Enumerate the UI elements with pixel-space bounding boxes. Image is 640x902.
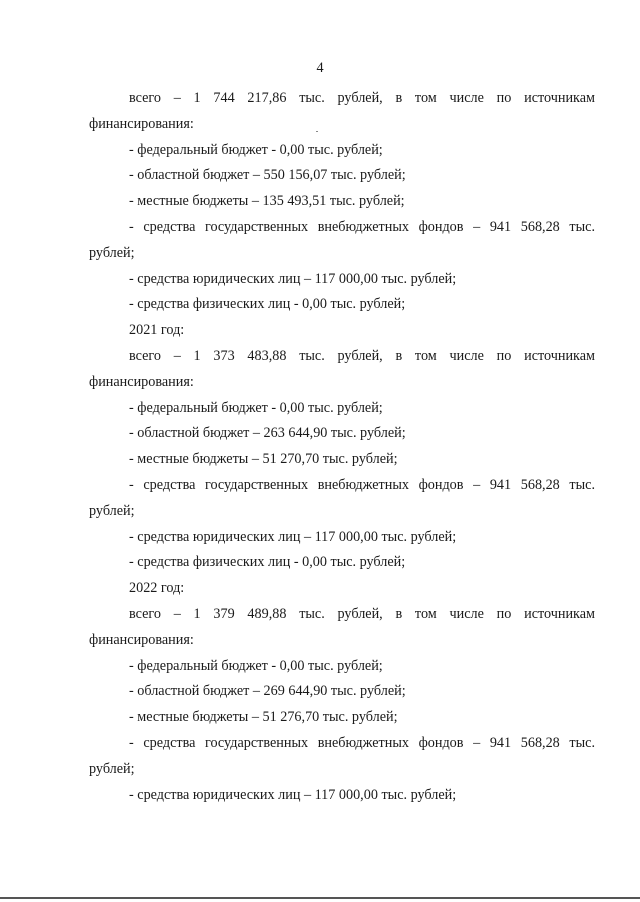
text-line: 2022 год: — [129, 580, 185, 597]
page-bottom-edge — [0, 897, 640, 899]
text-line: рублей; — [89, 502, 135, 519]
text-line: - средства юридических лиц – 117 000,00 тыс. рублей; — [129, 528, 457, 545]
text-line: - средства юридических лиц – 117 000,00 тыс. рублей; — [129, 786, 457, 803]
text-line: рублей; — [89, 244, 135, 261]
text-line: - федеральный бюджет - 0,00 тыс. рублей; — [129, 657, 383, 674]
text-line: - местные бюджеты – 51 276,70 тыс. рублей; — [129, 709, 398, 726]
text-line: финансирования: — [89, 373, 194, 390]
text-line: всего – 1 373 483,88 тыс. рублей, в том числе по источникам — [129, 347, 595, 364]
text-line: - средства юридических лиц – 117 000,00 тыс. рублей; — [129, 270, 457, 287]
text-line: 2021 год: — [129, 322, 185, 339]
text-line: - областной бюджет – 263 644,90 тыс. рублей; — [129, 425, 406, 442]
text-line: - местные бюджеты – 51 270,70 тыс. рублей; — [129, 451, 398, 468]
page-number: 4 — [316, 60, 324, 76]
text-line: всего – 1 379 489,88 тыс. рублей, в том числе по источникам — [129, 605, 595, 622]
text-line: - федеральный бюджет - 0,00 тыс. рублей; — [129, 141, 383, 158]
text-line: рублей; — [89, 760, 135, 777]
text-line: - средства государственных внебюджетных фондов – 941 568,28 тыс. — [129, 734, 595, 751]
text-line: финансирования: — [89, 115, 194, 132]
text-line: - федеральный бюджет - 0,00 тыс. рублей; — [129, 399, 383, 416]
text-line: - средства физических лиц - 0,00 тыс. рублей; — [129, 296, 406, 313]
text-line: - областной бюджет – 269 644,90 тыс. рублей; — [129, 683, 406, 700]
text-line: - областной бюджет – 550 156,07 тыс. рублей; — [129, 167, 406, 184]
text-line: - средства физических лиц - 0,00 тыс. рублей; — [129, 554, 406, 571]
text-line: всего – 1 744 217,86 тыс. рублей, в том числе по источникам — [129, 90, 595, 106]
text-line: - средства государственных внебюджетных фондов – 941 568,28 тыс. — [129, 476, 595, 493]
text-line: финансирования: — [89, 631, 194, 648]
text-line: - местные бюджеты – 135 493,51 тыс. рублей; — [129, 193, 405, 210]
document-body — [89, 86, 595, 808]
text-line: - средства государственных внебюджетных фондов – 941 568,28 тыс. — [129, 218, 595, 235]
